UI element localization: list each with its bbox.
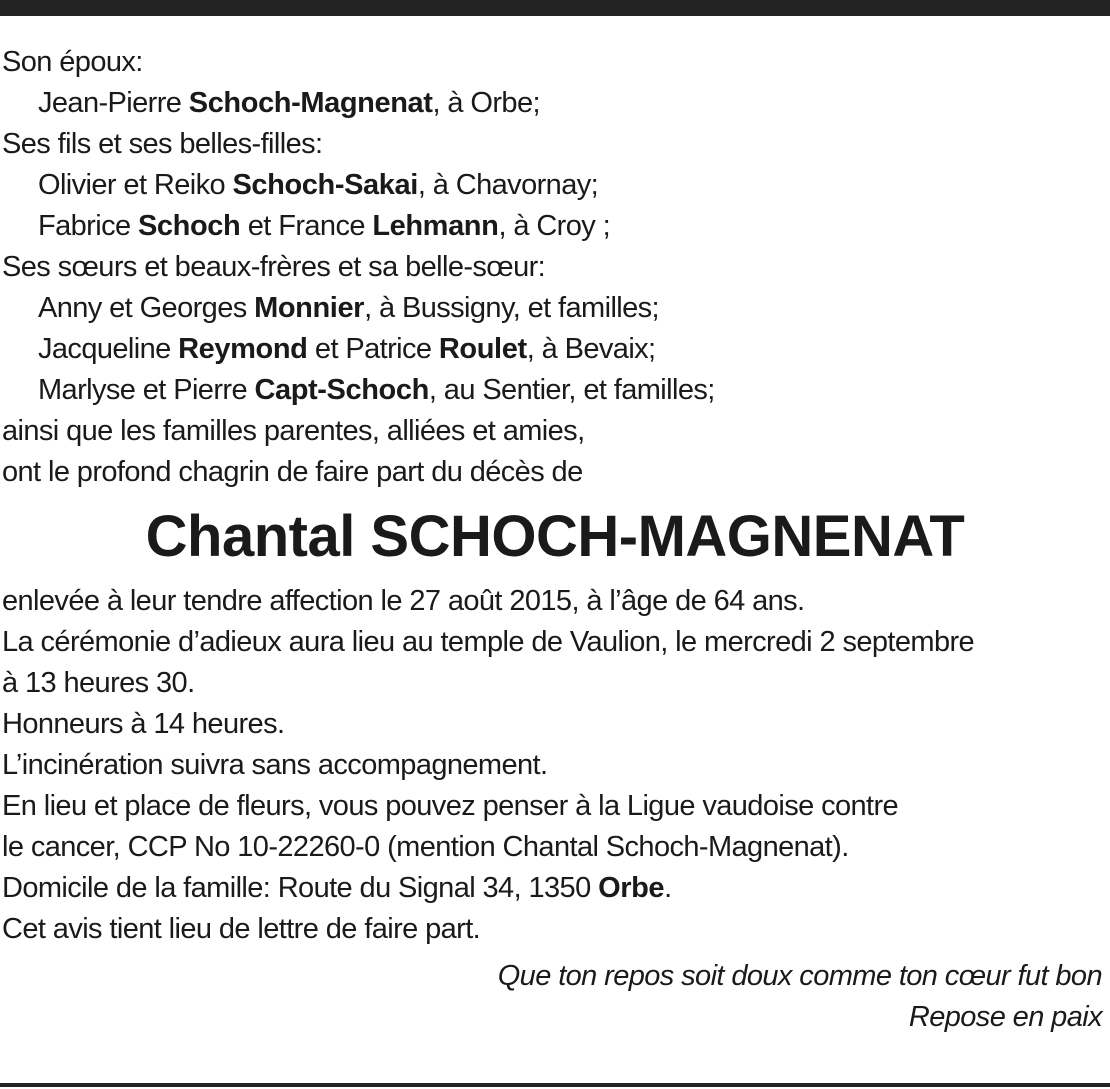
- text-segment: Marlyse et Pierre: [38, 374, 255, 406]
- text-segment: Olivier et Reiko: [38, 169, 233, 201]
- text-segment: le cancer, CCP No 10-22260-0 (mention Chantal Schoch-Magnenat).: [2, 831, 849, 863]
- family-line: [2, 288, 1108, 329]
- detail-line: [2, 827, 1108, 868]
- surname: Orbe: [598, 872, 665, 904]
- family-line: [2, 124, 1108, 165]
- surname: Lehmann: [372, 210, 499, 242]
- family-line: [2, 83, 1108, 124]
- detail-line: [2, 704, 1108, 745]
- text-segment: et France: [240, 210, 373, 242]
- detail-line: [2, 622, 1108, 663]
- family-line: [2, 42, 1108, 83]
- text-segment: Jean-Pierre: [38, 87, 189, 119]
- surname: Schoch: [137, 210, 241, 242]
- surname: Schoch-Magnenat: [188, 87, 433, 119]
- surname: Monnier: [254, 292, 365, 324]
- text-segment: enlevée à leur tendre affection le 27 août 2015, à l’âge de 64 ans.: [2, 585, 805, 617]
- family-line: [2, 370, 1108, 411]
- text-segment: , à Orbe;: [432, 87, 540, 119]
- surname: Schoch-Sakai: [232, 169, 418, 201]
- text-segment: , à Bussigny, et familles;: [364, 292, 660, 324]
- closing-quote: Que ton repos soit doux comme ton cœur fut bon: [497, 960, 1102, 992]
- surname: Reymond: [178, 333, 308, 365]
- text-segment: Cet avis tient lieu de lettre de faire part.: [2, 913, 481, 945]
- text-segment: , au Sentier, et familles;: [428, 374, 715, 406]
- text-segment: La cérémonie d’adieux aura lieu au temple de Vaulion, le mercredi 2 septembre: [2, 626, 975, 658]
- family-line: [2, 165, 1108, 206]
- family-line: [2, 206, 1108, 247]
- text-segment: ont le profond chagrin de faire part du décès de: [2, 456, 583, 488]
- detail-line: [2, 581, 1108, 622]
- text-segment: Fabrice: [38, 210, 138, 242]
- ceremony-details: [2, 581, 1108, 950]
- family-list: [2, 42, 1108, 493]
- text-segment: L’incinération suivra sans accompagnement.: [2, 749, 548, 781]
- text-segment: .: [664, 872, 672, 904]
- text-segment: Honneurs à 14 heures.: [2, 708, 285, 740]
- bottom-border-bar: [0, 1083, 1110, 1087]
- detail-line: [2, 663, 1108, 704]
- detail-line: [2, 745, 1108, 786]
- text-segment: Son époux:: [2, 46, 143, 78]
- text-segment: Domicile de la famille: Route du Signal 34, 1350: [2, 872, 599, 904]
- family-line: [2, 411, 1108, 452]
- detail-line: [2, 909, 1108, 950]
- text-segment: Ses sœurs et beaux-frères et sa belle-sœur:: [2, 251, 546, 283]
- text-segment: Ses fils et ses belles-filles:: [2, 128, 323, 160]
- surname: Capt-Schoch: [254, 374, 429, 406]
- detail-line: [2, 868, 1108, 909]
- text-segment: En lieu et place de fleurs, vous pouvez penser à la Ligue vaudoise contre: [2, 790, 899, 822]
- text-segment: Anny et Georges: [38, 292, 255, 324]
- text-segment: Jacqueline: [38, 333, 179, 365]
- obituary-notice: [2, 42, 1108, 1038]
- surname: Roulet: [438, 333, 527, 365]
- top-border-bar: [0, 0, 1110, 16]
- family-line: [2, 452, 1108, 493]
- text-segment: à 13 heures 30.: [2, 667, 195, 699]
- text-segment: ainsi que les familles parentes, alliées et amies,: [2, 415, 585, 447]
- family-line: [2, 247, 1108, 288]
- closing-farewell: Repose en paix: [908, 1001, 1102, 1033]
- text-segment: , à Croy ;: [498, 210, 611, 242]
- text-segment: , à Chavornay;: [417, 169, 599, 201]
- deceased-name: Chantal SCHOCH-MAGNENAT: [145, 504, 965, 569]
- text-segment: , à Bevaix;: [526, 333, 656, 365]
- detail-line: [2, 786, 1108, 827]
- text-segment: et Patrice: [307, 333, 439, 365]
- family-line: [2, 329, 1108, 370]
